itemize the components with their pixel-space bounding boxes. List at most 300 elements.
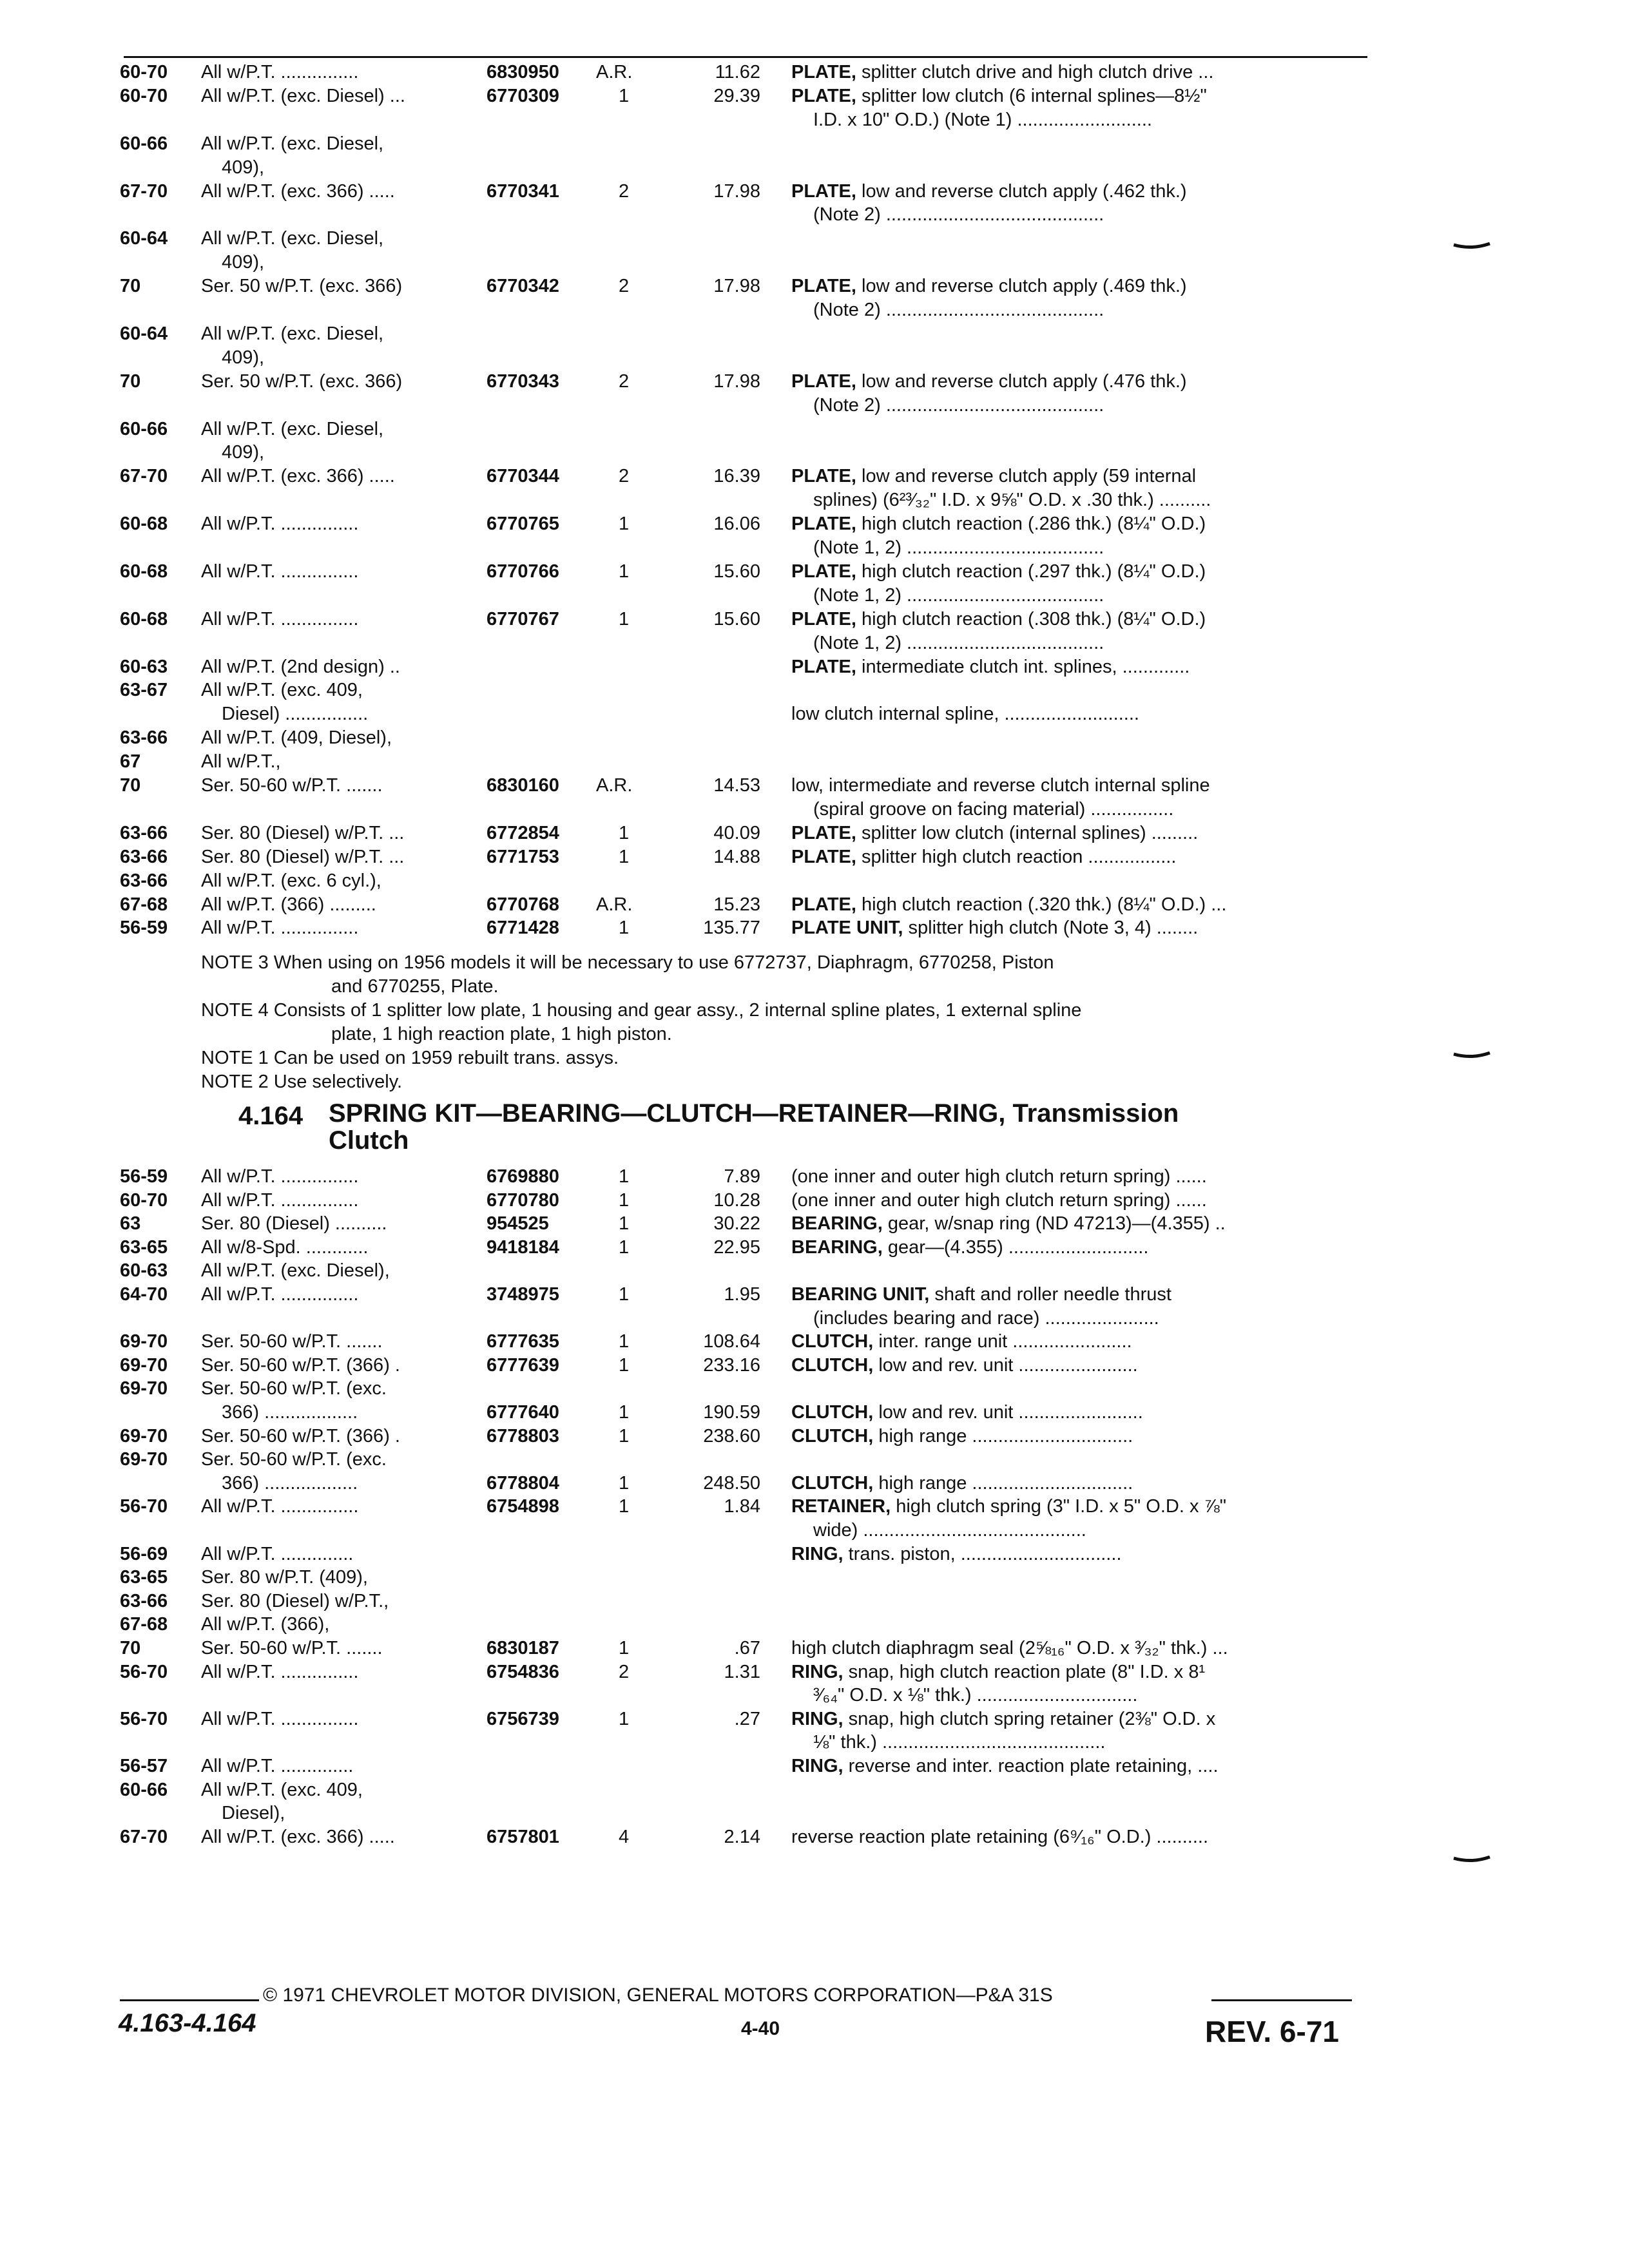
table-row	[0, 750, 1629, 773]
price: 14.53	[713, 775, 760, 796]
part-name: RING,	[791, 1756, 843, 1776]
model-application: All w/P.T. (exc. 366) .....	[201, 466, 395, 487]
model-application-cont: Diesel) ................	[222, 704, 369, 725]
year-range: 60-68	[120, 608, 168, 629]
table-row	[0, 1401, 1629, 1424]
description-text: low and reverse clutch apply (.462 thk.)	[856, 180, 1187, 202]
description-cont: I.D. x 10" O.D.) (Note 1) ..........................	[813, 109, 1152, 130]
model-application: All w/P.T. (exc. Diesel),	[201, 1260, 390, 1282]
quantity: 1	[619, 561, 630, 582]
price: 17.98	[713, 370, 760, 392]
part-name: PLATE,	[791, 370, 856, 392]
model-application: Ser. 80 (Diesel) w/P.T. ...	[201, 846, 405, 867]
table-row	[0, 1707, 1629, 1731]
model-application: All w/P.T. ...............	[201, 608, 359, 629]
price: 16.39	[713, 466, 760, 487]
part-description	[791, 1354, 1358, 1377]
year-range: 69-70	[120, 1425, 168, 1446]
part-name: PLATE,	[791, 180, 856, 202]
price: 16.06	[713, 514, 760, 535]
model-application: All w/P.T. (exc. 409,	[201, 680, 363, 701]
section-title-cont: Clutch	[329, 1126, 409, 1155]
description-text: high clutch reaction (.308 thk.) (8¼" O.D.)	[856, 608, 1206, 629]
table-row	[0, 798, 1629, 821]
model-application: All w/P.T. (exc. Diesel,	[201, 228, 384, 249]
part-number: 6777639	[487, 1354, 559, 1376]
price: 1.84	[724, 1496, 760, 1517]
description-text: (one inner and outer high clutch return spring) ......	[791, 1189, 1207, 1211]
table-row	[0, 1519, 1629, 1542]
description-text: low and reverse clutch apply (.476 thk.)	[856, 370, 1187, 392]
price: 30.22	[713, 1213, 760, 1235]
year-range: 67-68	[120, 894, 168, 915]
footer-section-range: 4.163-4.164	[119, 2009, 256, 2037]
part-number: 6770768	[487, 894, 559, 915]
model-application: All w/P.T. (exc. 6 cyl.),	[201, 870, 381, 891]
table-row	[0, 1472, 1629, 1495]
part-number: 6777635	[487, 1331, 559, 1352]
part-description	[791, 845, 1358, 869]
description-text: splitter low clutch (internal splines) .........	[856, 822, 1199, 843]
part-description	[791, 465, 1358, 488]
description-cont: ⅛" thk.) ...........................................	[813, 1732, 1106, 1753]
price: 108.64	[703, 1331, 760, 1352]
table-row	[0, 916, 1629, 939]
year-range: 64-70	[120, 1284, 168, 1305]
table-row	[0, 1825, 1629, 1849]
table-row	[0, 631, 1629, 655]
part-number: 6770765	[487, 514, 559, 535]
model-application: Ser. 80 (Diesel) w/P.T. ...	[201, 822, 405, 843]
model-application-cont: 409),	[222, 347, 265, 368]
table-row	[0, 132, 1629, 155]
description-text: low, intermediate and reverse clutch internal spline	[791, 775, 1210, 796]
year-range: 60-63	[120, 656, 168, 677]
quantity: 1	[619, 85, 630, 106]
description-text: splitter clutch drive and high clutch drive ...	[856, 62, 1214, 82]
binding-mark	[1452, 1052, 1491, 1063]
model-application: All w/P.T. (2nd design) ..	[201, 656, 400, 677]
description-text: gear—(4.355) ...........................	[882, 1236, 1149, 1258]
year-range: 63-66	[120, 1590, 168, 1611]
quantity: 2	[619, 180, 630, 202]
price: 10.28	[713, 1189, 760, 1211]
part-description	[791, 1472, 1358, 1495]
description-cont: ³⁄₆₄" O.D. x ⅛" thk.) ...............................	[813, 1685, 1138, 1706]
description-text: high clutch diaphragm seal (2⅝₁₆" O.D. x ³⁄₃₂" thk.) ...	[791, 1638, 1228, 1658]
part-description	[791, 1189, 1358, 1212]
part-name: RING,	[791, 1661, 843, 1682]
model-application: All w/P.T. (exc. 409,	[201, 1779, 363, 1800]
table-row	[0, 1802, 1629, 1825]
quantity: A.R.	[596, 775, 633, 796]
description-cont: (includes bearing and race) ......................	[813, 1307, 1159, 1329]
quantity: 1	[619, 846, 630, 867]
model-application: Ser. 50 w/P.T. (exc. 366)	[201, 370, 403, 392]
part-name: PLATE UNIT,	[791, 918, 903, 939]
note-line	[0, 1070, 1629, 1093]
description-text: low and rev. unit ........................	[873, 1402, 1143, 1423]
table-row	[0, 1236, 1629, 1259]
part-name: PLATE,	[791, 894, 856, 915]
quantity: 1	[619, 822, 630, 843]
part-description	[791, 1212, 1358, 1235]
part-name: BEARING UNIT,	[791, 1284, 930, 1305]
part-description	[791, 822, 1358, 845]
part-name: CLUTCH,	[791, 1402, 874, 1423]
note-line	[0, 1046, 1629, 1070]
part-name: PLATE,	[791, 561, 856, 582]
quantity: 1	[619, 1708, 630, 1729]
binding-mark	[1452, 242, 1491, 254]
model-application: All w/P.T. (409, Diesel),	[201, 727, 392, 749]
table-row	[0, 1259, 1629, 1282]
model-application: Ser. 50-60 w/P.T. (exc.	[201, 1378, 387, 1399]
table-row	[0, 227, 1629, 250]
part-number: 6770342	[487, 276, 559, 297]
price: 29.39	[713, 85, 760, 106]
quantity: 1	[619, 1638, 630, 1658]
part-name: CLUTCH,	[791, 1425, 874, 1446]
part-name: PLATE,	[791, 276, 856, 297]
price: 1.31	[724, 1661, 760, 1682]
year-range: 70	[120, 1638, 141, 1658]
table-row	[0, 251, 1629, 274]
quantity: 1	[619, 1425, 630, 1446]
quantity: 1	[619, 1496, 630, 1517]
part-name: CLUTCH,	[791, 1331, 874, 1352]
note-line	[0, 975, 1629, 998]
year-range: 63-66	[120, 822, 168, 843]
part-description	[791, 84, 1358, 108]
quantity: 1	[619, 1354, 630, 1376]
model-application: All w/P.T. ...............	[201, 1708, 359, 1729]
year-range: 69-70	[120, 1449, 168, 1470]
table-row	[0, 370, 1629, 393]
year-range: 56-59	[120, 1166, 168, 1187]
table-row	[0, 1330, 1629, 1353]
part-number: 6830950	[487, 62, 559, 82]
table-row	[0, 1684, 1629, 1707]
year-range: 67-68	[120, 1614, 168, 1635]
model-application-cont: Diesel),	[222, 1803, 285, 1824]
model-application: All w/P.T. ...............	[201, 561, 359, 582]
table-row	[0, 84, 1629, 108]
year-range: 63-66	[120, 846, 168, 867]
table-row	[0, 1212, 1629, 1235]
year-range: 60-66	[120, 133, 168, 154]
note-text: and 6770255, Plate.	[331, 976, 499, 997]
part-description	[791, 655, 1358, 678]
year-range: 60-64	[120, 323, 168, 344]
description-text: snap, high clutch spring retainer (2⅜" O.D. x	[843, 1708, 1216, 1729]
description-text: high range ...............................	[873, 1425, 1133, 1446]
part-number: 6756739	[487, 1708, 559, 1729]
part-number: 3748975	[487, 1284, 559, 1305]
part-name: RETAINER,	[791, 1496, 891, 1517]
table-row	[0, 584, 1629, 607]
quantity: 2	[619, 1661, 630, 1682]
part-name: RING,	[791, 1543, 843, 1564]
part-description	[791, 1283, 1358, 1306]
description-text: trans. piston, ...............................	[843, 1543, 1122, 1564]
part-number: 6771428	[487, 918, 559, 939]
part-number: 9418184	[487, 1236, 559, 1258]
part-description	[791, 1236, 1358, 1259]
description-text: low clutch internal spline, ..........................	[791, 704, 1139, 725]
price: 11.62	[715, 62, 760, 82]
part-name: PLATE,	[791, 846, 856, 867]
description-text: low and reverse clutch apply (.469 thk.)	[856, 276, 1187, 297]
part-name: PLATE,	[791, 466, 856, 487]
year-range: 56-70	[120, 1661, 168, 1682]
table-row	[0, 822, 1629, 845]
table-row	[0, 774, 1629, 797]
year-range: 63-66	[120, 870, 168, 891]
part-description	[791, 180, 1358, 203]
note-line	[0, 999, 1629, 1022]
description-text: shaft and roller needle thrust	[929, 1284, 1171, 1305]
year-range: 60-66	[120, 418, 168, 439]
quantity: 1	[619, 514, 630, 535]
part-description	[791, 1495, 1358, 1518]
part-description	[791, 893, 1358, 916]
year-range: 60-70	[120, 1189, 168, 1211]
quantity: 1	[619, 1236, 630, 1258]
footer-copyright: © 1971 CHEVROLET MOTOR DIVISION, GENERAL MOTORS CORPORATION—P&A 31S	[263, 1984, 1053, 2006]
model-application: All w/P.T. ...............	[201, 1166, 359, 1187]
price: 248.50	[703, 1472, 760, 1494]
model-application: All w/P.T.,	[201, 751, 281, 773]
table-row	[0, 1637, 1629, 1660]
description-cont: (Note 2) ..........................................	[813, 394, 1104, 416]
table-row	[0, 1566, 1629, 1589]
table-row	[0, 488, 1629, 512]
part-number: 6770780	[487, 1189, 559, 1211]
year-range: 60-63	[120, 1260, 168, 1282]
part-number: 6754836	[487, 1661, 559, 1682]
table-row	[0, 180, 1629, 203]
part-description	[791, 1425, 1358, 1448]
part-number: 6757801	[487, 1826, 559, 1847]
part-number: 6770766	[487, 561, 559, 582]
quantity: 1	[619, 1472, 630, 1494]
model-application: All w/P.T. (366) .........	[201, 894, 376, 915]
model-application: All w/P.T. (exc. Diesel,	[201, 418, 384, 439]
description-text: intermediate clutch int. splines, .............	[856, 656, 1190, 677]
table-row	[0, 1283, 1629, 1306]
part-number: 6830187	[487, 1638, 559, 1658]
model-application-cont: 409),	[222, 252, 265, 273]
model-application-cont: 366) ..................	[222, 1402, 358, 1423]
binding-mark	[1452, 1856, 1491, 1867]
year-range: 67-70	[120, 466, 168, 487]
table-row	[0, 418, 1629, 441]
price: 238.60	[703, 1425, 760, 1446]
part-number: 6770309	[487, 85, 559, 106]
price: 135.77	[703, 918, 760, 939]
section-number: 4.164	[238, 1102, 304, 1130]
model-application: All w/P.T. ...............	[201, 1284, 359, 1305]
model-application-cont: 366) ..................	[222, 1472, 358, 1494]
table-row	[0, 702, 1629, 726]
model-application: All w/8-Spd. ............	[201, 1236, 369, 1258]
model-application: All w/P.T. ...............	[201, 1496, 359, 1517]
table-row	[0, 536, 1629, 559]
description-text: high clutch reaction (.286 thk.) (8¼" O.D.)	[856, 514, 1206, 535]
description-text: splitter high clutch reaction .................	[856, 846, 1177, 867]
note-text: NOTE 3 When using on 1956 models it will be necessary to use 6772737, Diaphragm, 6770258, Piston	[201, 952, 1054, 973]
footer-rule-left	[120, 1999, 259, 2001]
part-name: RING,	[791, 1708, 843, 1729]
part-description	[791, 608, 1358, 631]
description-text: low and rev. unit .......................	[873, 1354, 1138, 1376]
part-name: BEARING,	[791, 1236, 883, 1258]
quantity: A.R.	[596, 62, 633, 82]
part-description	[791, 916, 1358, 939]
description-text: splitter high clutch (Note 3, 4) ........	[903, 918, 1199, 939]
model-application: Ser. 50-60 w/P.T. (366) .	[201, 1354, 400, 1376]
top-rule	[124, 56, 1367, 58]
table-row	[0, 608, 1629, 631]
table-row	[0, 298, 1629, 322]
part-number: 6770344	[487, 466, 559, 487]
description-text: high clutch spring (3" I.D. x 5" O.D. x ⅞"	[891, 1496, 1226, 1517]
model-application: All w/P.T. (exc. Diesel,	[201, 133, 384, 154]
year-range: 69-70	[120, 1354, 168, 1376]
part-description	[791, 61, 1358, 84]
table-row	[0, 1754, 1629, 1778]
part-number: 6778804	[487, 1472, 559, 1494]
description-cont: wide) ...........................................	[813, 1520, 1086, 1541]
table-row	[0, 108, 1629, 131]
note-text: NOTE 2 Use selectively.	[201, 1072, 403, 1092]
model-application: All w/P.T. ...............	[201, 62, 359, 82]
description-text: high range ...............................	[873, 1472, 1133, 1494]
quantity: A.R.	[596, 894, 633, 915]
table-row	[0, 1613, 1629, 1636]
part-number: 6754898	[487, 1496, 559, 1517]
part-name: PLATE,	[791, 514, 856, 535]
model-application: Ser. 80 (Diesel) w/P.T.,	[201, 1590, 389, 1611]
part-name: PLATE,	[791, 822, 856, 843]
part-number: 954525	[487, 1213, 549, 1235]
description-cont: (Note 1, 2) ......................................	[813, 632, 1104, 653]
model-application: Ser. 50-60 w/P.T. .......	[201, 775, 383, 796]
model-application: All w/P.T. ...............	[201, 514, 359, 535]
price: 17.98	[713, 276, 760, 297]
model-application: All w/P.T. ..............	[201, 1543, 354, 1564]
description-text: inter. range unit .......................	[873, 1331, 1132, 1352]
year-range: 63-67	[120, 680, 168, 701]
description-text: low and reverse clutch apply (59 internal	[856, 466, 1197, 487]
part-name: PLATE,	[791, 62, 856, 82]
table-row	[0, 322, 1629, 345]
quantity: 1	[619, 1189, 630, 1211]
part-description	[791, 1825, 1358, 1849]
price: 190.59	[703, 1402, 760, 1423]
description-text: snap, high clutch reaction plate (8" I.D. x 8¹	[843, 1661, 1206, 1682]
part-name: PLATE,	[791, 656, 856, 677]
quantity: 1	[619, 1402, 630, 1423]
year-range: 67-70	[120, 180, 168, 202]
table-row	[0, 726, 1629, 749]
description-cont: (Note 1, 2) ......................................	[813, 584, 1104, 606]
footer-page-number: 4-40	[741, 2018, 780, 2039]
table-row	[0, 1660, 1629, 1684]
description-text: gear, w/snap ring (ND 47213)—(4.355) ..	[882, 1213, 1226, 1235]
part-number: 6769880	[487, 1166, 559, 1187]
part-name: PLATE,	[791, 608, 856, 629]
part-description	[791, 1754, 1358, 1778]
part-description	[791, 560, 1358, 583]
quantity: 1	[619, 918, 630, 939]
description-cont: splines) (6²³⁄₃₂" I.D. x 9⅝" O.D. x .30 thk.) ..........	[813, 490, 1211, 511]
section-title: SPRING KIT—BEARING—CLUTCH—RETAINER—RING, Transmission	[329, 1099, 1179, 1128]
table-row	[0, 1448, 1629, 1471]
part-name: CLUTCH,	[791, 1472, 874, 1494]
quantity: 2	[619, 370, 630, 392]
part-name: PLATE,	[791, 85, 856, 106]
price: .67	[734, 1638, 760, 1658]
table-row	[0, 560, 1629, 583]
table-row	[0, 1542, 1629, 1566]
price: 40.09	[713, 822, 760, 843]
part-description	[791, 370, 1358, 393]
table-row	[0, 274, 1629, 298]
table-row	[0, 1495, 1629, 1518]
model-application: All w/P.T. ...............	[201, 1661, 359, 1682]
part-number: 6770341	[487, 180, 559, 202]
table-row	[0, 1590, 1629, 1613]
model-application: All w/P.T. (exc. Diesel,	[201, 323, 384, 344]
table-row	[0, 893, 1629, 916]
part-number: 6772854	[487, 822, 559, 843]
table-row	[0, 1165, 1629, 1188]
table-row	[0, 441, 1629, 464]
model-application: Ser. 50-60 w/P.T. .......	[201, 1331, 383, 1352]
description-text: reverse reaction plate retaining (6⁹⁄₁₆" O.D.) ..........	[791, 1826, 1209, 1847]
part-number: 6777640	[487, 1402, 559, 1423]
description-cont: (Note 2) ..........................................	[813, 300, 1104, 320]
table-row	[0, 512, 1629, 535]
price: 14.88	[713, 846, 760, 867]
year-range: 60-70	[120, 62, 168, 82]
model-application: All w/P.T. (exc. 366) .....	[201, 1826, 395, 1847]
part-name: BEARING,	[791, 1213, 883, 1235]
note-text: NOTE 4 Consists of 1 splitter low plate, 1 housing and gear assy., 2 internal spline plates, 1 external spline	[201, 1000, 1082, 1021]
table-row	[0, 1354, 1629, 1377]
model-application: All w/P.T. (exc. Diesel) ...	[201, 85, 405, 106]
table-row	[0, 1731, 1629, 1754]
quantity: 1	[619, 608, 630, 629]
table-row	[0, 1778, 1629, 1802]
model-application: All w/P.T. (366),	[201, 1614, 330, 1635]
table-row	[0, 61, 1629, 84]
table-row	[0, 1377, 1629, 1400]
table-row	[0, 869, 1629, 892]
part-description	[791, 1542, 1358, 1566]
part-description	[791, 1165, 1358, 1188]
part-number: 6770343	[487, 370, 559, 392]
model-application: Ser. 50 w/P.T. (exc. 366)	[201, 276, 403, 297]
price: 233.16	[703, 1354, 760, 1376]
table-row	[0, 1425, 1629, 1448]
year-range: 56-57	[120, 1756, 168, 1776]
model-application: All w/P.T. ...............	[201, 1189, 359, 1211]
year-range: 56-69	[120, 1543, 168, 1564]
description-text: high clutch reaction (.297 thk.) (8¼" O.D.)	[856, 561, 1206, 582]
